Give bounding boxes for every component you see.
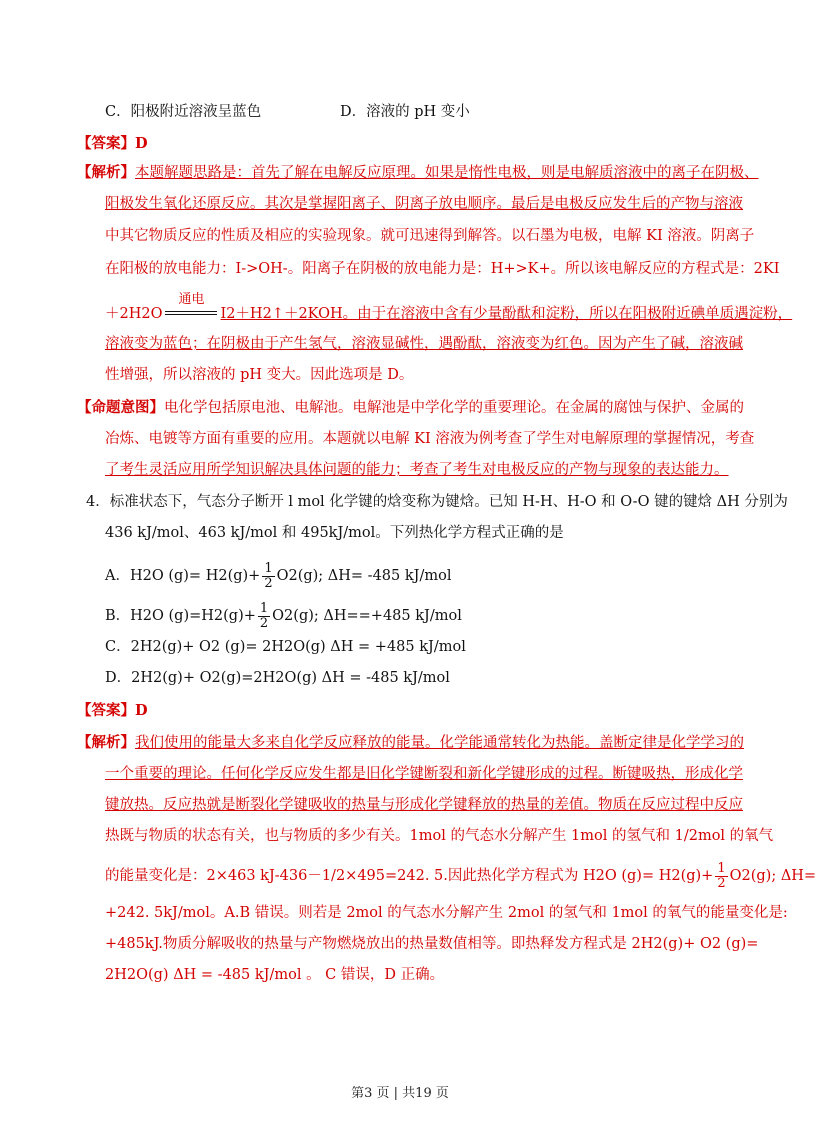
- answer-tag: 【答案】: [77, 135, 135, 152]
- electrolysis-arrow: [165, 292, 217, 318]
- intent-tag: 【命题意图】: [77, 399, 164, 416]
- analysis-tag: 【解析】: [77, 164, 135, 181]
- analysis-line-1: [77, 166, 759, 181]
- q4-analysis-line-3: 键放热。反应热就是断裂化学键吸收的热量与形成化学键释放的热量的差值。物质在反应过程中反应: [105, 797, 743, 813]
- q4-option-a: [105, 562, 451, 590]
- q4-option-c: C．2H2(g)+ O2 (g)= 2H2O(g) ΔH = +485 kJ/mol: [105, 639, 466, 655]
- q4-analysis-text-1: 我们使用的能量大多来自化学反应释放的能量。化学能通常转化为热能。盖断定律是化学学习的: [135, 735, 744, 751]
- option-a-rhs: O2(g); ΔH= -485 kJ/mol: [276, 568, 452, 585]
- analysis-line-5: [105, 292, 793, 322]
- q4-option-d: D．2H2(g)+ O2(g)=2H2O(g) ΔH = -485 kJ/mol: [105, 670, 450, 686]
- page-footer: 第3 页 | 共19 页: [351, 1086, 449, 1101]
- fraction-denominator: 2: [264, 575, 273, 591]
- q4-analysis-line-7: +485kJ.物质分解吸收的热量与产物燃烧放出的热量数值相等。即热释发方程式是 2H2(g)+ O2 (g)=: [105, 936, 759, 952]
- fraction-numerator: 1: [717, 861, 726, 876]
- q4-stem-2: 436 kJ/mol、463 kJ/mol 和 495kJ/mol。下列热化学方程式正确的是: [105, 525, 564, 541]
- analysis-line-2: 阳极发生氧化还原反应。其次是掌握阳离子、阴离子放电顺序。最后是电极反应发生后的产物与溶液: [105, 196, 743, 212]
- intent-line-3: 了考生灵活应用所学知识解决具体问题的能力；考查了考生对电极反应的产物与现象的表达能力。: [105, 462, 729, 478]
- answer-line: [77, 137, 148, 152]
- q4-analysis-line-4: 热既与物质的状态有关，也与物质的多少有关。1mol 的气态水分解产生 1mol 的氢气和 1/2mol 的氧气: [105, 828, 774, 844]
- option-d: D．溶液的 pH 变小: [340, 104, 470, 120]
- intent-line-2: 冶炼、电镀等方面有重要的应用。本题就以电解 KI 溶液为例考查了学生对电解原理的掌握情况，考查: [105, 431, 755, 447]
- q4-option-b: [105, 602, 462, 630]
- intent-text-1: 电化学包括原电池、电解池。电解池是中学化学的重要理论。在金属的腐蚀与保护、金属的: [164, 400, 744, 416]
- option-b-lhs: B．H2O (g)=H2(g)+: [105, 608, 256, 625]
- q4-answer-line: [77, 704, 148, 719]
- electrolysis-condition: 通电: [178, 292, 205, 307]
- q4-analysis-line-2: 一个重要的理论。任何化学反应发生都是旧化学键断裂和新化学键形成的过程。断键吸热，形成化学: [105, 766, 743, 782]
- option-b-rhs: O2(g); ΔH==+485 kJ/mol: [272, 608, 462, 625]
- fraction-numerator: 1: [264, 561, 273, 576]
- analysis-line-4: 在阳极的放电能力：I->OH-。阳离子在阴极的放电能力是：H+>K+。所以该电解反应的方程式是：2KI: [105, 261, 780, 277]
- analysis-line-7: 性增强，所以溶液的 pH 变大。因此选项是 D。: [105, 367, 414, 383]
- q4-stem-1: 4．标准状态下，气态分子断开 l mol 化学键的焓变称为键焓。已知 H-H、H-O 和 O-O 键的键焓 ΔH 分别为: [86, 494, 788, 510]
- energy-change-text: 的能量变化是：2×463 kJ-436－1/2×495=242. 5.因此热化学方程式为 H2O (g)= H2(g)+: [105, 868, 714, 885]
- equation-lhs: ＋2H2O: [105, 306, 163, 322]
- equals-bar: [165, 311, 217, 315]
- q4-analysis-tag: 【解析】: [77, 734, 135, 751]
- fraction-half: [715, 862, 727, 890]
- analysis-line-3: 中其它物质反应的性质及相应的实验现象。就可迅速得到解答。以石墨为电极，电解 KI 溶液。阴离子: [105, 228, 755, 244]
- q4-analysis-line-5: [105, 862, 816, 890]
- analysis-text-1: 本题解题思路是：首先了解在电解反应原理。如果是惰性电极，则是电解质溶液中的离子在阴极、: [135, 165, 759, 181]
- fraction-denominator: 2: [717, 875, 726, 891]
- fraction-denominator: 2: [259, 615, 269, 631]
- option-c: C．阳极附近溶液呈蓝色: [105, 104, 262, 120]
- answer-value: D: [135, 135, 148, 152]
- q4-answer-tag: 【答案】: [77, 702, 135, 719]
- fraction-half: [258, 602, 270, 630]
- energy-change-tail: O2(g); ΔH=: [729, 868, 816, 885]
- q4-analysis-line-1: [77, 736, 744, 751]
- q4-analysis-line-8: 2H2O(g) ΔH = -485 kJ/mol 。 C 错误，D 正确。: [105, 967, 445, 983]
- option-a-lhs: A．H2O (g)= H2(g)+: [105, 568, 261, 585]
- fraction-numerator: 1: [259, 601, 269, 616]
- intent-line-1: [77, 401, 744, 416]
- q4-analysis-line-6: +242. 5kJ/mol。A.B 错误。则若是 2mol 的气态水分解产生 2mol 的氢气和 1mol 的氧气的能量变化是:: [105, 905, 788, 921]
- fraction-half: [262, 562, 274, 590]
- q4-answer-value: D: [135, 702, 148, 719]
- analysis-line-6: 溶液变为蓝色；在阴极由于产生氢气，溶液显碱性，遇酚酞，溶液变为红色。因为产生了碱，溶液碱: [105, 336, 743, 352]
- equation-rhs: I2＋H2↑＋2KOH。由于在溶液中含有少量酚酞和淀粉，所以在阳极附近碘单质遇淀粉，: [220, 306, 793, 322]
